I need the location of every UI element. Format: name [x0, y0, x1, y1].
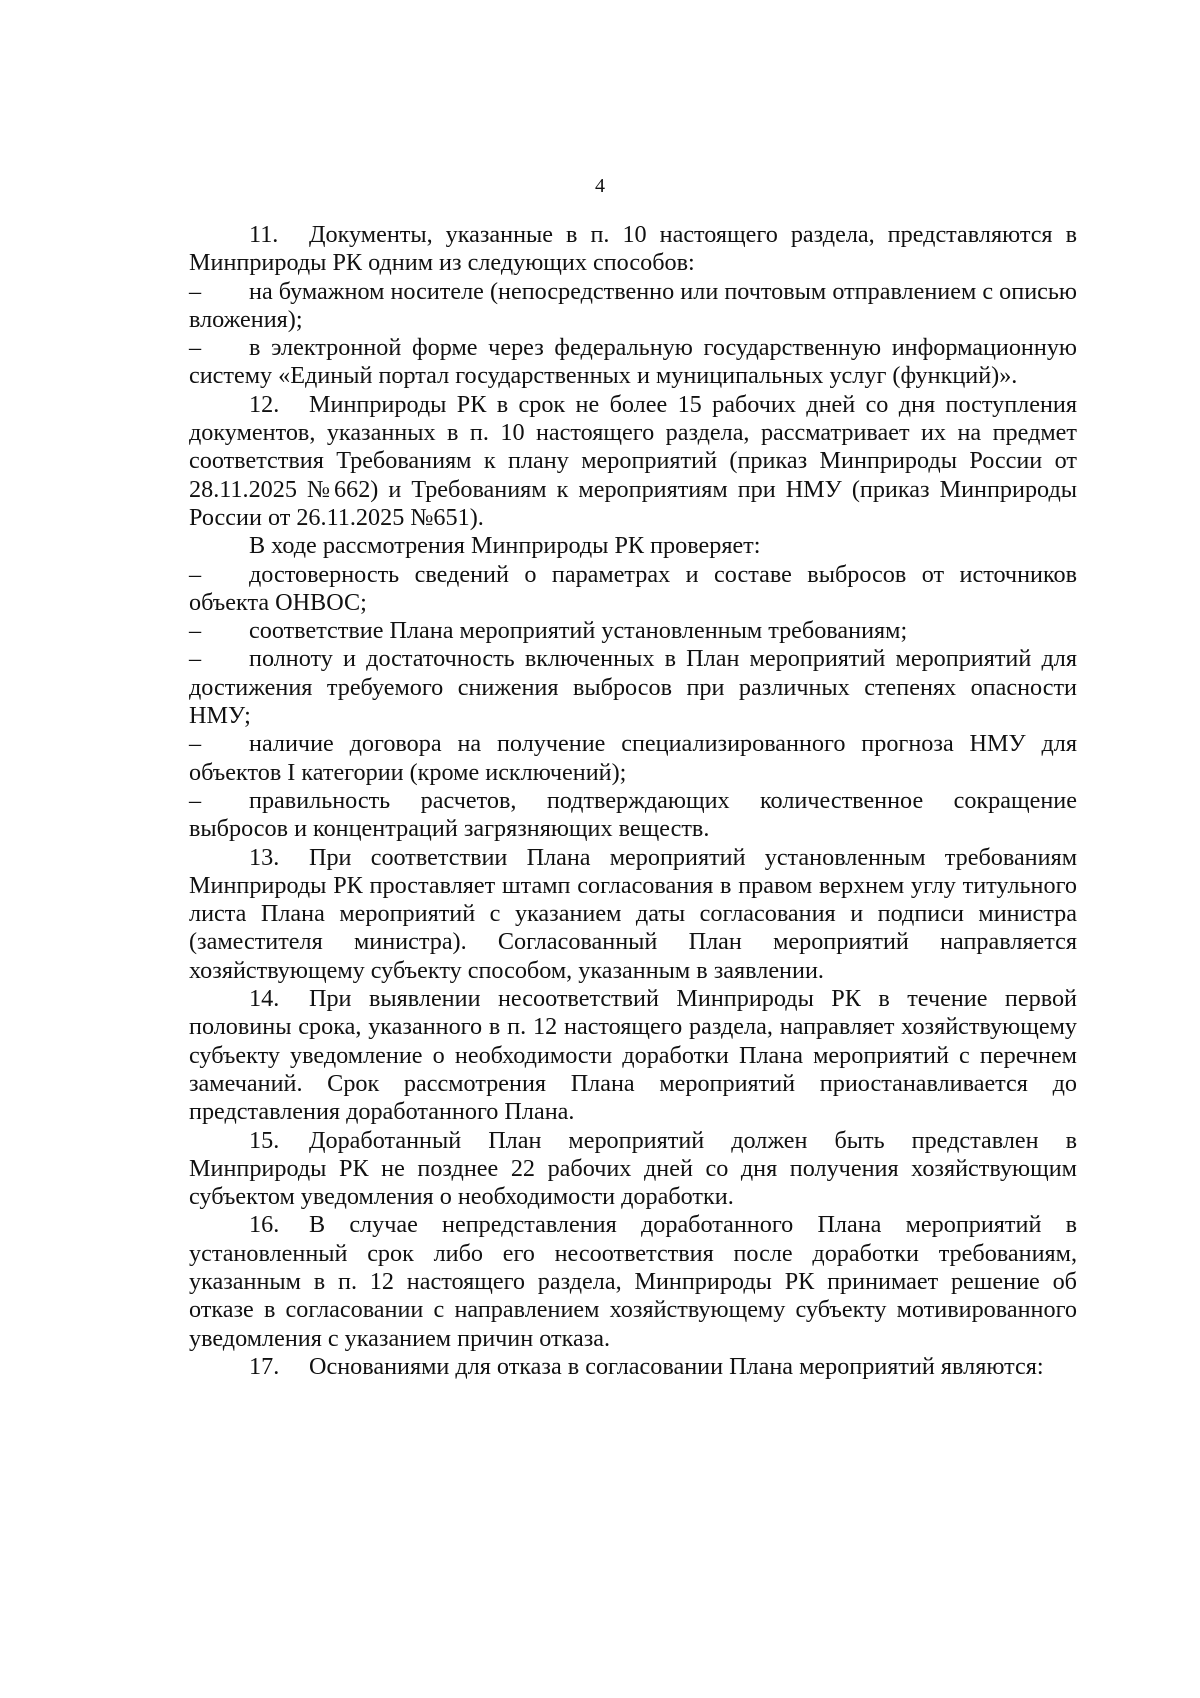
paragraph-13 — [189, 844, 1077, 985]
list-item-text: достоверность сведений о параметрах и составе выбросов от источников объекта ОНВОС; — [189, 560, 1077, 616]
paragraph-number: 11. — [249, 221, 279, 248]
paragraph-review-intro: В ходе рассмотрения Минприроды РК проверяет: — [249, 532, 761, 560]
paragraph-12 — [189, 391, 1077, 532]
list-item-text: наличие договора на получение специализированного прогноза НМУ для объектов I категории (кроме исключений); — [189, 730, 1077, 786]
dash-marker: – — [189, 645, 202, 673]
paragraph-text: Минприроды РК в срок не более 15 рабочих дней со дня поступления документов, указанных в п. 10 настоящего раздела, рассматривает их на предмет соответствия Требованиям к плану мероприятий (приказ Минприроды России от 28.11.2025 №662) и Требованиям к мероприятиям при НМУ (приказ Минприроды России от 26.11.2025 №651). — [189, 390, 1077, 531]
paragraph-text: При соответствии Плана мероприятий установленным требованиям Минприроды РК проставляет штамп согласования в правом верхнем углу титульного листа Плана мероприятий с указанием даты согласования и подписи министра (заместителя министра). Согласованный План мероприятий направляется хозяйствующему субъекту способом, указанным в заявлении. — [189, 843, 1077, 984]
paragraph-text: Документы, указанные в п. 10 настоящего раздела, представляются в Минприроды РК одним из следующих способов: — [189, 221, 1077, 277]
paragraph-number: 17. — [249, 1352, 280, 1380]
paragraph-number: 13. — [249, 843, 280, 871]
list-item-compliance — [189, 617, 1077, 645]
paragraph-text: При выявлении несоответствий Минприроды РК в течение первой половины срока, указанного в п. 12 настоящего раздела, направляет хозяйствующему субъекту уведомление о необходимости доработки Плана мероприятий с перечнем замечаний. Срок рассмотрения Плана мероприятий приостанавливается до представления доработанного Плана. — [189, 985, 1077, 1126]
list-item-text: соответствие Плана мероприятий установленным требованиям; — [249, 617, 908, 645]
list-item-contract — [189, 730, 1077, 787]
dash-marker: – — [189, 786, 202, 814]
dash-marker: – — [189, 617, 202, 645]
paragraph-text: В случае непредставления доработанного Плана мероприятий в установленный срок либо его несоответствия после доработки требованиям, указанным в п. 12 настоящего раздела, Минприроды РК принимает решение об отказе в согласовании с направлением хозяйствующему субъекту мотивированного уведомления с указанием причин отказа. — [189, 1211, 1077, 1352]
paragraph-11 — [189, 221, 1077, 278]
list-item-electronic — [189, 334, 1077, 391]
list-item-text: в электронной форме через федеральную государственную информационную систему «Единый портал государственных и муниципальных услуг (функций)». — [189, 334, 1077, 390]
paragraph-16 — [189, 1211, 1077, 1352]
list-item-calculations — [189, 787, 1077, 844]
paragraph-number: 12. — [249, 390, 280, 418]
paragraph-17 — [189, 1353, 1077, 1381]
dash-marker: – — [189, 334, 202, 362]
paragraph-15 — [189, 1127, 1077, 1212]
list-item-text: на бумажном носителе (непосредственно или почтовым отправлением с описью вложения); — [189, 277, 1077, 333]
paragraph-14 — [189, 985, 1077, 1126]
list-item-paper — [189, 278, 1077, 335]
list-item-text: полноту и достаточность включенных в План мероприятий мероприятий для достижения требуемого снижения выбросов при различных степенях опасности НМУ; — [189, 645, 1077, 730]
dash-marker: – — [189, 730, 202, 758]
paragraph-number: 14. — [249, 985, 280, 1013]
list-item-text: правильность расчетов, подтверждающих количественное сокращение выбросов и концентраций загрязняющих веществ. — [189, 786, 1077, 843]
dash-marker: – — [189, 277, 202, 305]
paragraph-text: Доработанный План мероприятий должен быть представлен в Минприроды РК не позднее 22 рабочих дней со дня получения хозяйствующим субъектом уведомления о необходимости доработки. — [189, 1126, 1077, 1211]
paragraph-number: 16. — [249, 1211, 280, 1239]
dash-marker: – — [189, 560, 202, 588]
paragraph-number: 15. — [249, 1126, 280, 1154]
list-item-accuracy — [189, 561, 1077, 618]
page-number: 4 — [595, 175, 605, 197]
list-item-completeness — [189, 645, 1077, 730]
paragraph-text: Основаниями для отказа в согласовании Плана мероприятий являются: — [309, 1352, 1044, 1380]
document-body — [189, 221, 1077, 1381]
